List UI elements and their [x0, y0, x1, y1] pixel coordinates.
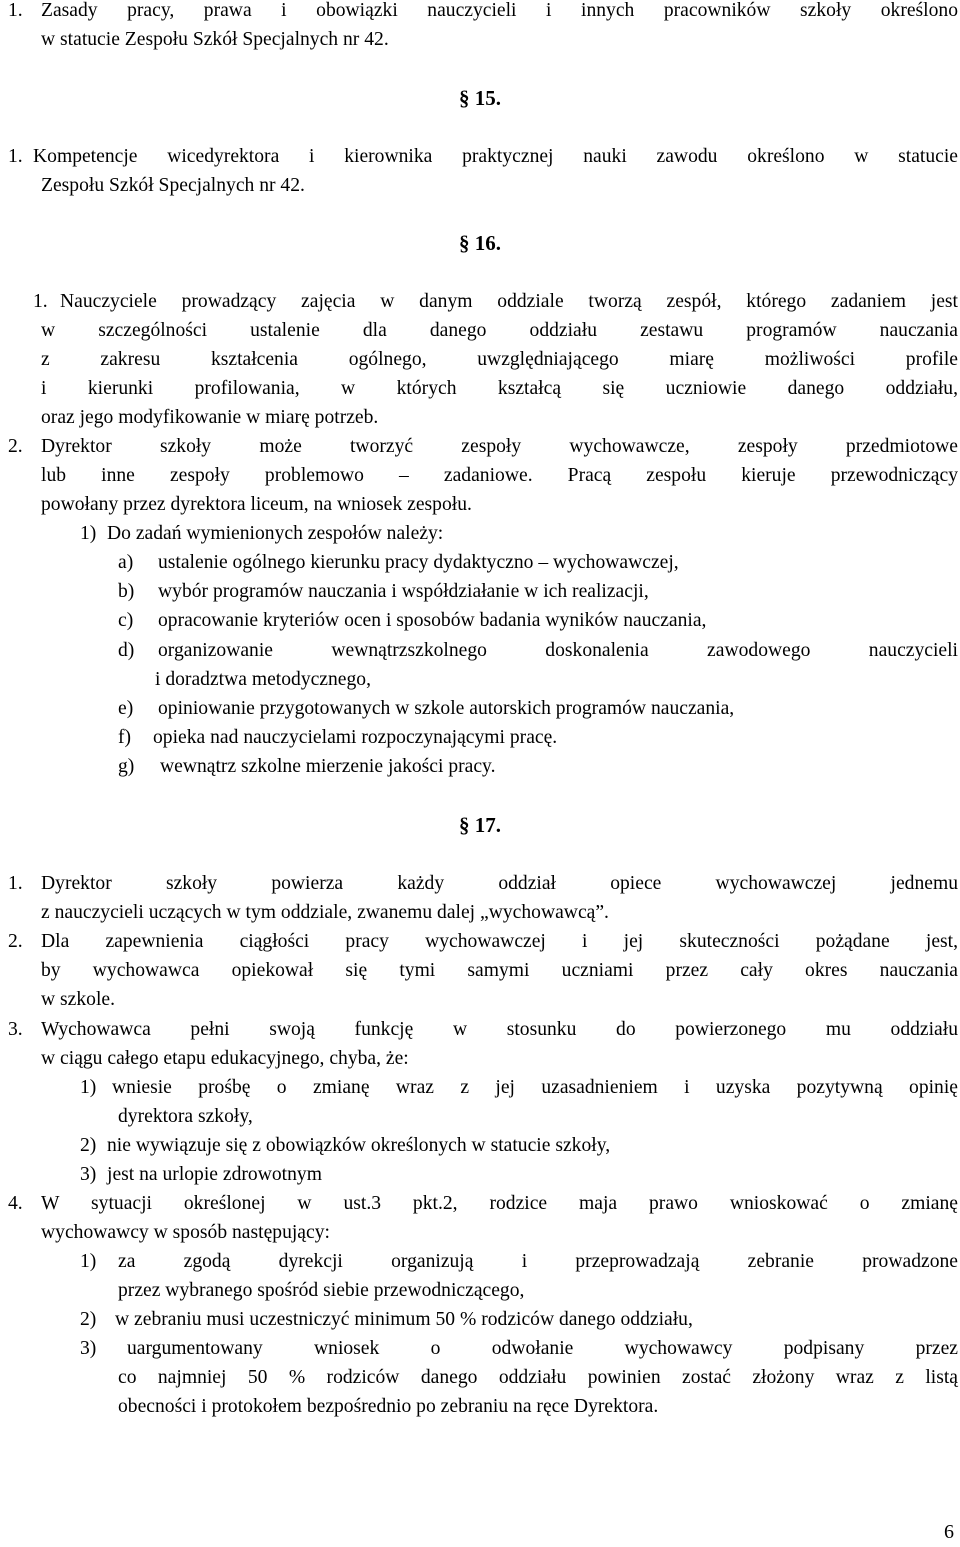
paragraph-line: uargumentowany wniosek o odwołanie wychowawcy podpisany przez: [127, 1338, 958, 1359]
section-heading-17: § 17.: [459, 813, 501, 837]
paragraph-line: W sytuacji określonej w ust.3 pkt.2, rodzice maja prawo wnioskować o zmianę: [41, 1193, 958, 1214]
paragraph-line: Dla zapewnienia ciągłości pracy wychowawczej i jej skuteczności pożądane jest,: [41, 931, 958, 952]
item-number: 3): [80, 1338, 97, 1359]
paragraph-line: w ciągu całego etapu edukacyjnego, chyba, że:: [41, 1048, 409, 1069]
paragraph-line: Zespołu Szkół Specjalnych nr 42.: [41, 175, 305, 196]
paragraph-line: opieka nad nauczycielami rozpoczynającymi pracę.: [153, 727, 558, 748]
paragraph-line: Wychowawca pełni swoją funkcję w stosunku do powierzonego mu oddziału: [41, 1019, 958, 1040]
paragraph-line: Nauczyciele prowadzący zajęcia w danym oddziale tworzą zespół, którego zadaniem jest: [60, 291, 958, 312]
paragraph-line: w statucie Zespołu Szkół Specjalnych nr 42.: [41, 29, 389, 50]
item-letter: a): [118, 552, 134, 573]
paragraph-line: z nauczycieli uczących w tym oddziale, zwanemu dalej „wychowawcą”.: [41, 902, 609, 923]
section-heading-16: § 16.: [459, 231, 501, 255]
paragraph-line: wychowawcy w sposób następujący:: [41, 1222, 330, 1243]
paragraph-line: wniesie prośbę o zmianę wraz z jej uzasadnieniem i uzyska pozytywną opinię: [112, 1077, 958, 1098]
paragraph-line: w szczególności ustalenie dla danego oddziału zestawu programów nauczania: [41, 320, 958, 341]
paragraph-line: w szkole.: [41, 989, 116, 1010]
paragraph-line: by wychowawca opiekował się tymi samymi uczniami przez cały okres nauczania: [41, 960, 958, 981]
item-letter: g): [118, 756, 135, 777]
paragraph-line: Zasady pracy, prawa i obowiązki nauczycieli i innych pracowników szkoły określono: [41, 0, 958, 21]
item-number: 2.: [8, 436, 23, 457]
paragraph-line: lub inne zespoły problemowo – zadaniowe. Pracą zespołu kieruje przewodniczący: [41, 465, 958, 486]
item-number: 4.: [8, 1193, 23, 1214]
section-heading-15: § 15.: [459, 86, 501, 110]
paragraph-line: ustalenie ogólnego kierunku pracy dydaktyczno – wychowawczej,: [158, 552, 679, 573]
item-number: 2.: [8, 931, 23, 952]
item-number: 3.: [8, 1019, 23, 1040]
item-number: 1.: [8, 0, 23, 21]
item-number: 1): [80, 1251, 97, 1272]
paragraph-line: wewnątrz szkolne mierzenie jakości pracy.: [160, 756, 496, 777]
item-number: 1): [80, 1077, 97, 1098]
paragraph-line: powołany przez dyrektora liceum, na wniosek zespołu.: [41, 494, 472, 515]
paragraph-line: Kompetencje wicedyrektora i kierownika praktycznej nauki zawodu określono w statucie: [33, 146, 958, 167]
item-letter: b): [118, 581, 135, 602]
paragraph-line: w zebraniu musi uczestniczyć minimum 50 % rodziców danego oddziału,: [115, 1309, 693, 1330]
item-number: 1.: [8, 873, 23, 894]
paragraph-line: za zgodą dyrekcji organizują i przeprowadzają zebranie prowadzone: [118, 1251, 958, 1272]
paragraph-line: organizowanie wewnątrzszkolnego doskonalenia zawodowego nauczycieli: [158, 640, 958, 661]
paragraph-line: i doradztwa metodycznego,: [155, 669, 371, 690]
item-number: 2): [80, 1309, 97, 1330]
item-letter: d): [118, 640, 135, 661]
paragraph-line: co najmniej 50 % rodziców danego oddziału powinien zostać złożony wraz z listą: [118, 1367, 958, 1388]
paragraph-line: dyrektora szkoły,: [118, 1106, 253, 1127]
paragraph-line: opiniowanie przygotowanych w szkole autorskich programów nauczania,: [158, 698, 735, 719]
item-number: 3): [80, 1164, 97, 1185]
item-number: 1): [80, 523, 97, 544]
paragraph-line: jest na urlopie zdrowotnym: [107, 1164, 322, 1185]
paragraph-line: wybór programów nauczania i współdziałanie w ich realizacji,: [158, 581, 649, 602]
item-number: 1.: [8, 146, 23, 167]
paragraph-line: opracowanie kryteriów ocen i sposobów badania wyników nauczania,: [158, 610, 707, 631]
paragraph-line: przez wybranego spośród siebie przewodniczącego,: [118, 1280, 525, 1301]
paragraph-line: obecności i protokołem bezpośrednio po zebraniu na ręce Dyrektora.: [118, 1396, 659, 1417]
page-number: 6: [944, 1521, 954, 1543]
item-number: 2): [80, 1135, 97, 1156]
paragraph-line: z zakresu kształcenia ogólnego, uwzględniającego miarę możliwości profile: [41, 349, 958, 370]
paragraph-line: nie wywiązuje się z obowiązków określonych w statucie szkoły,: [107, 1135, 611, 1156]
paragraph-line: oraz jego modyfikowanie w miarę potrzeb.: [41, 407, 379, 428]
paragraph-line: Dyrektor szkoły może tworzyć zespoły wychowawcze, zespoły przedmiotowe: [41, 436, 958, 457]
paragraph-line: Do zadań wymienionych zespołów należy:: [107, 523, 444, 544]
item-letter: c): [118, 610, 134, 631]
item-letter: f): [118, 727, 132, 748]
item-letter: e): [118, 698, 134, 719]
item-number: 1.: [33, 291, 48, 312]
paragraph-line: Dyrektor szkoły powierza każdy oddział opiece wychowawczej jednemu: [41, 873, 958, 894]
paragraph-line: i kierunki profilowania, w których kształcą się uczniowie danego oddziału,: [41, 378, 958, 399]
